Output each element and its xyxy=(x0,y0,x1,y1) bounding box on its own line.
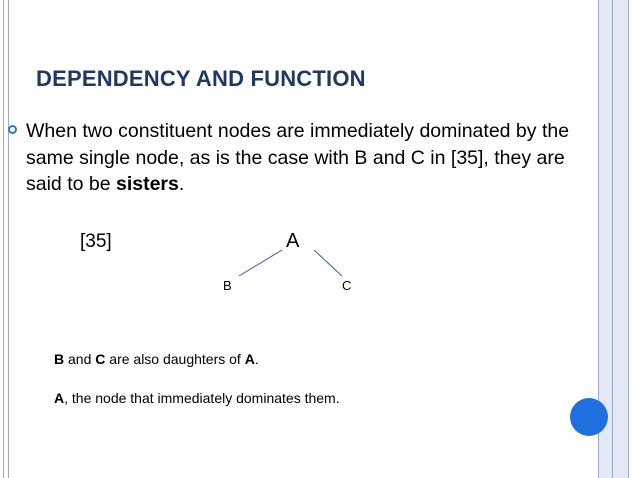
note-dominates xyxy=(54,390,340,406)
frame-line-left-inner xyxy=(8,0,9,478)
note1-mid: are also daughters of xyxy=(105,351,245,367)
tree-branch-right xyxy=(314,250,342,276)
bullet-text-before: When two constituent nodes are immediately dominated by the same single node, as is the case with B and C in [35], they are said to be xyxy=(26,120,570,195)
bullet-icon xyxy=(8,125,17,134)
note1-and: and xyxy=(64,351,96,367)
note1-b: B xyxy=(54,351,65,367)
note2-rest: , the node that immediately dominates them. xyxy=(64,390,340,406)
tree-branch-left xyxy=(239,250,282,276)
bullet-text-after: . xyxy=(178,173,185,195)
slide-title: DEPENDENCY AND FUNCTION xyxy=(36,66,366,91)
tree-node-a: A xyxy=(286,230,300,252)
note1-a: A xyxy=(244,351,255,367)
note2-a: A xyxy=(54,390,65,406)
decorative-circle xyxy=(570,398,608,436)
note-daughters xyxy=(54,351,259,367)
bullet-text xyxy=(26,118,596,198)
frame-right-line xyxy=(612,0,613,478)
frame-line-left-outer xyxy=(3,0,4,478)
bullet-term: sisters xyxy=(115,173,179,195)
tree-node-c: C xyxy=(342,278,352,293)
tree-node-b: B xyxy=(223,278,232,293)
note1-c: C xyxy=(95,351,106,367)
note1-end: . xyxy=(254,351,259,367)
example-ref: [35] xyxy=(80,231,112,252)
